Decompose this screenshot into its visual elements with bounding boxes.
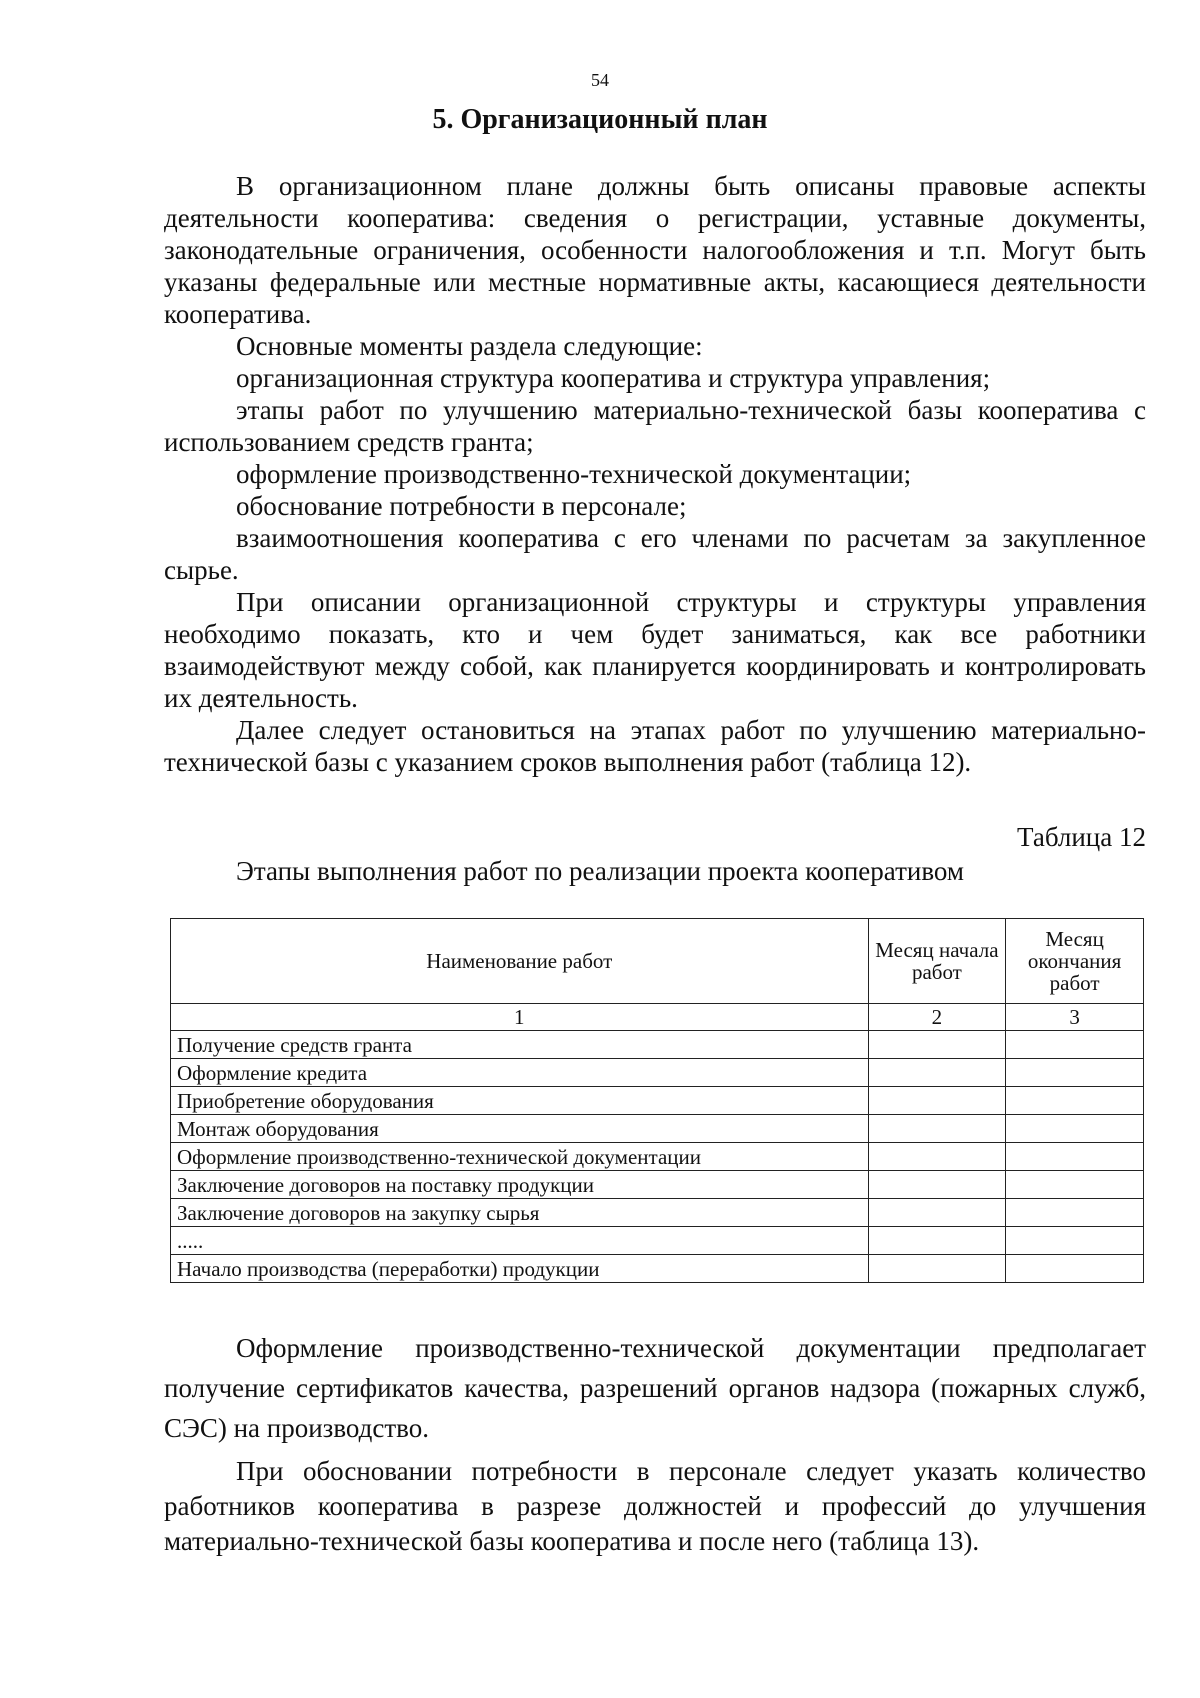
main-point-item: обоснование потребности в персонале;: [236, 491, 687, 521]
table-row: [171, 1143, 1144, 1171]
main-point-item: этапы работ по улучшению материально-технической базы кооператива с использованием средств гранта;: [164, 395, 1146, 457]
section-title: 5. Организационный план: [432, 104, 768, 135]
table-row: [171, 1031, 1144, 1059]
work-name-cell: Заключение договоров на поставку продукции: [171, 1171, 869, 1199]
table-row: [171, 1059, 1144, 1087]
end-month-cell: [1006, 1143, 1144, 1171]
start-month-cell: [868, 1199, 1006, 1227]
table-header-row: [171, 919, 1144, 1004]
table-title: Этапы выполнения работ по реализации проекта кооперативом: [236, 856, 964, 886]
work-stages-table: [170, 918, 1144, 1283]
table-row: [171, 1227, 1144, 1255]
end-month-cell: [1006, 1087, 1144, 1115]
table-number-label: Таблица 12: [1017, 822, 1146, 852]
start-month-cell: [868, 1227, 1006, 1255]
start-month-cell: [868, 1115, 1006, 1143]
column-number: 3: [1006, 1004, 1144, 1031]
work-name-cell: Приобретение оборудования: [171, 1087, 869, 1115]
table-row: [171, 1199, 1144, 1227]
column-number: 2: [868, 1004, 1006, 1031]
work-name-cell: Заключение договоров на закупку сырья: [171, 1199, 869, 1227]
start-month-cell: [868, 1143, 1006, 1171]
start-month-cell: [868, 1031, 1006, 1059]
work-name-cell: .....: [171, 1227, 869, 1255]
work-name-cell: Оформление кредита: [171, 1059, 869, 1087]
after-table-text: [164, 1328, 1146, 1559]
work-name-cell: Монтаж оборудования: [171, 1115, 869, 1143]
table-row: [171, 1171, 1144, 1199]
column-number-row: [171, 1004, 1144, 1031]
header-end-month: Месяц окончания работ: [1006, 919, 1144, 1004]
intro-paragraph: В организационном плане должны быть описаны правовые аспекты деятельности кооператива: сведения о регистрации, уставные документы, законодательные ограничения, особенности налогообложения и т.п. Могут быть указаны федеральные или местные нормативные акты, касающиеся деятельности кооператива.: [164, 171, 1146, 329]
table-row: [171, 1115, 1144, 1143]
table-row: [171, 1087, 1144, 1115]
main-point-item: организационная структура кооператива и структура управления;: [236, 363, 991, 393]
work-name-cell: Начало производства (переработки) продукции: [171, 1255, 869, 1283]
header-start-month: Месяц начала работ: [868, 919, 1006, 1004]
documentation-paragraph: Оформление производственно-технической документации предполагает получение сертификатов качества, разрешений органов надзора (пожарных служб, СЭС) на производство.: [164, 1333, 1146, 1443]
personnel-paragraph: При обосновании потребности в персонале следует указать количество работников кооператива в разрезе должностей и профессий до улучшения материально-технической базы кооператива и после него (таблица 13).: [164, 1456, 1146, 1556]
column-number: 1: [171, 1004, 869, 1031]
table-row: [171, 1255, 1144, 1283]
work-name-cell: Получение средств гранта: [171, 1031, 869, 1059]
header-work-name: Наименование работ: [171, 919, 869, 1004]
page-number: 54: [591, 70, 609, 90]
structure-paragraph: При описании организационной структуры и структуры управления необходимо показать, кто и чем будет заниматься, как все работники взаимодействуют между собой, как планируется координировать и контролировать их деятельность.: [164, 587, 1146, 713]
end-month-cell: [1006, 1115, 1144, 1143]
stages-paragraph: Далее следует остановиться на этапах работ по улучшению материально-технической базы с указанием сроков выполнения работ (таблица 12).: [164, 715, 1146, 777]
work-name-cell: Оформление производственно-технической документации: [171, 1143, 869, 1171]
main-points-intro: Основные моменты раздела следующие:: [236, 331, 703, 361]
start-month-cell: [868, 1087, 1006, 1115]
end-month-cell: [1006, 1031, 1144, 1059]
end-month-cell: [1006, 1171, 1144, 1199]
start-month-cell: [868, 1255, 1006, 1283]
end-month-cell: [1006, 1059, 1144, 1087]
main-point-item: взаимоотношения кооператива с его членами по расчетам за закупленное сырье.: [164, 523, 1146, 585]
end-month-cell: [1006, 1227, 1144, 1255]
body-text: [164, 170, 1146, 778]
end-month-cell: [1006, 1199, 1144, 1227]
end-month-cell: [1006, 1255, 1144, 1283]
start-month-cell: [868, 1171, 1006, 1199]
start-month-cell: [868, 1059, 1006, 1087]
main-point-item: оформление производственно-технической документации;: [236, 459, 912, 489]
